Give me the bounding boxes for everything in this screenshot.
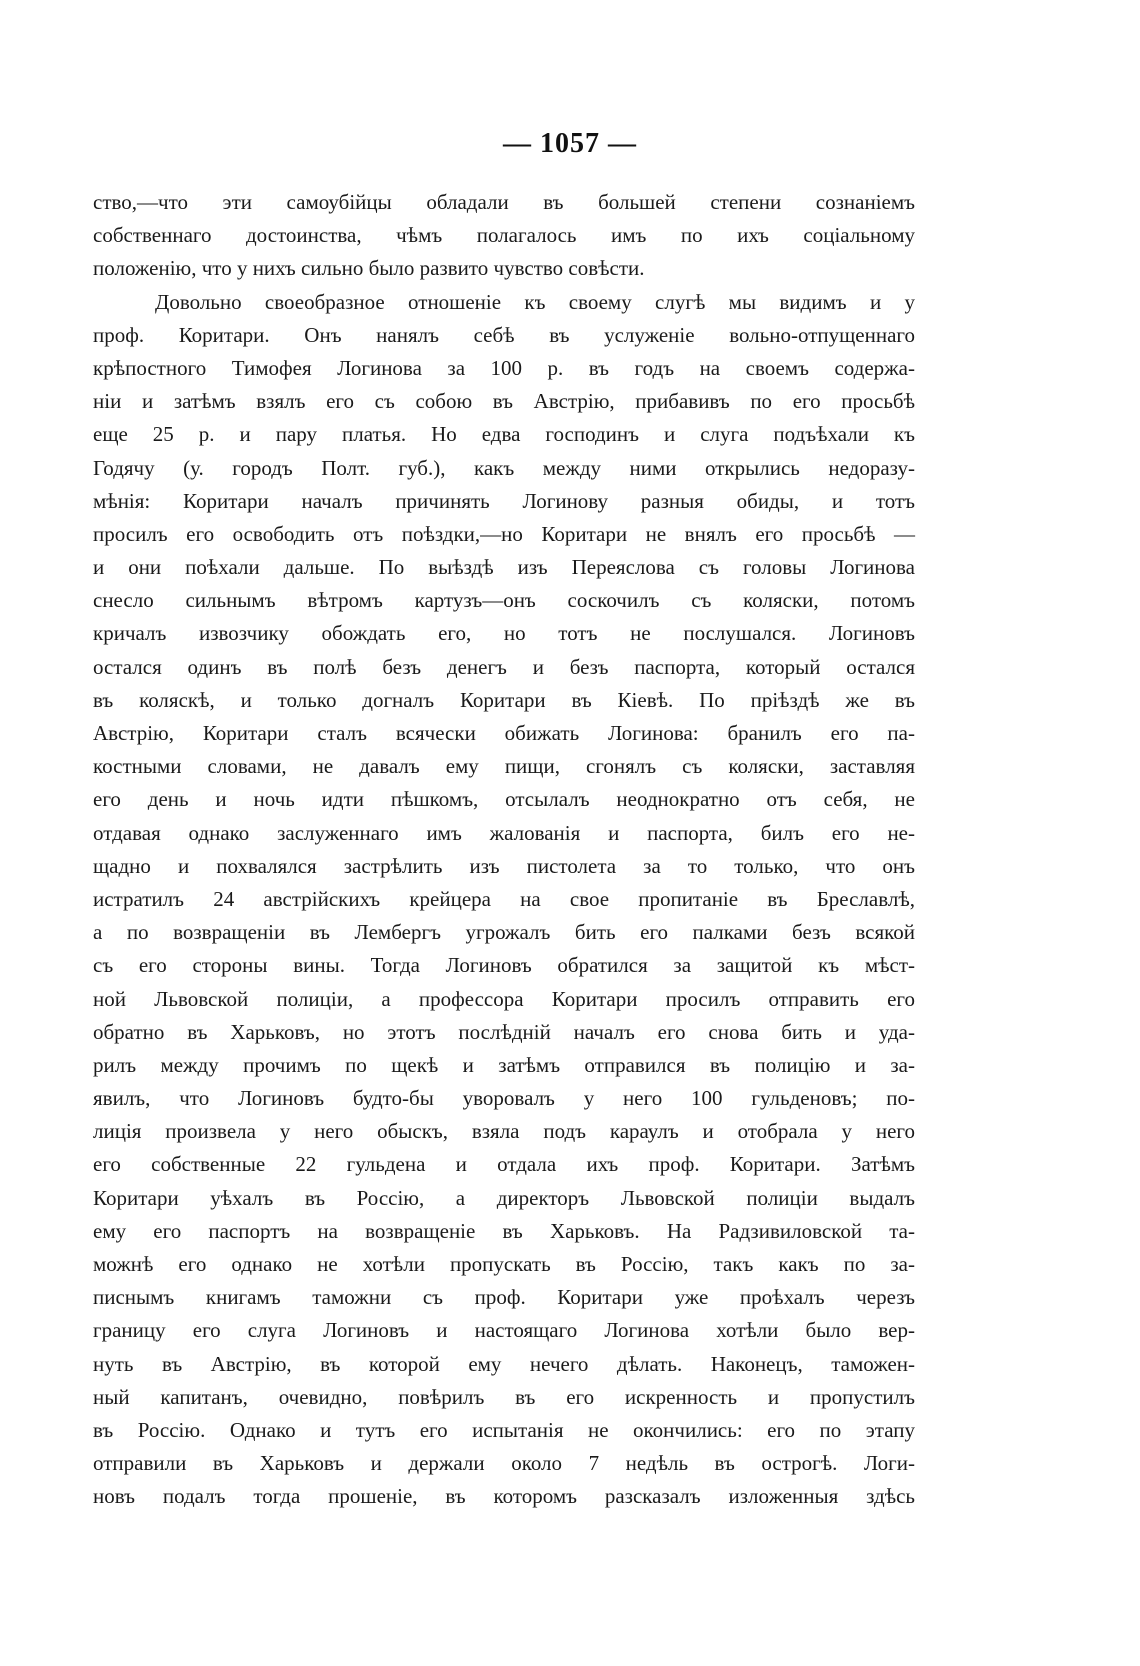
text-line: новъ подалъ тогда прошеніе, въ которомъ разсказалъ изложенныя здѣсь: [93, 1484, 915, 1509]
text-line: истратилъ 24 австрійскихъ крейцера на свое пропитаніе въ Бреславлѣ,: [93, 886, 915, 911]
text-line: можнѣ его однако не хотѣли пропускать въ Россію, такъ какъ по за-: [93, 1252, 915, 1276]
text-line: отдавая однако заслуженнаго имъ жалованія и паспорта, билъ его не-: [93, 820, 915, 845]
text-line: крѣпостного Тимофея Логинова за 100 р. въ годъ на своемъ содержа-: [93, 355, 915, 380]
text-line: писнымъ книгамъ таможни съ проф. Коритари уже проѣхалъ черезъ: [93, 1285, 915, 1310]
text-line: нуть въ Австрію, въ которой ему нечего дѣлать. Наконецъ, таможен-: [93, 1351, 915, 1376]
text-line: ніи и затѣмъ взялъ его съ собою въ Австрію, прибавивъ по его просьбѣ: [93, 389, 915, 414]
body-text: [93, 186, 915, 1514]
text-line: въ Россію. Однако и тутъ его испытанія не окончились: его по этапу: [93, 1417, 915, 1442]
text-line: Коритари уѣхалъ въ Россію, а директоръ Львовской полиціи выдалъ: [93, 1185, 915, 1210]
text-line: явилъ, что Логиновъ будто-бы уворовалъ у него 100 гульденовъ; по-: [93, 1086, 915, 1111]
text-line: костными словами, не давалъ ему пищи, сгонялъ съ коляски, заставляя: [93, 754, 915, 779]
text-line: собственнаго достоинства, чѣмъ полагалось имъ по ихъ соціальному: [93, 223, 915, 248]
text-line: обратно въ Харьковъ, но этотъ послѣдній началъ его снова бить и уда-: [93, 1019, 915, 1044]
text-line: его день и ночь идти пѣшкомъ, отсылалъ неоднократно отъ себя, не: [93, 787, 915, 812]
text-line: Австрію, Коритари сталъ всячески обижать Логинова: бранилъ его па-: [93, 721, 915, 745]
text-line: положенію, что у нихъ сильно было развито чувство совѣсти.: [93, 256, 645, 281]
text-line: мѣнія: Коритари началъ причинять Логинову разныя обиды, и тотъ: [93, 488, 915, 513]
text-line: ный капитанъ, очевидно, повѣрилъ въ его искренность и пропустилъ: [93, 1384, 915, 1409]
text-line: съ его стороны вины. Тогда Логиновъ обратился за защитой къ мѣст-: [93, 953, 915, 978]
text-line: границу его слуга Логиновъ и настоящаго Логинова хотѣли было вер-: [93, 1318, 915, 1343]
text-line: его собственные 22 гульдена и отдала ихъ проф. Коритари. Затѣмъ: [93, 1152, 915, 1177]
text-line: просилъ его освободить отъ поѣздки,—но Коритари не внялъ его просьбѣ —: [93, 521, 915, 546]
text-line: а по возвращеніи въ Лембергъ угрожалъ бить его палками безъ всякой: [93, 920, 915, 945]
text-line: лиція произвела у него обыскъ, взяла подъ караулъ и отобрала у него: [93, 1119, 915, 1144]
text-line: остался одинъ въ полѣ безъ денегъ и безъ паспорта, который остался: [93, 654, 915, 679]
text-line: проф. Коритари. Онъ нанялъ себѣ въ услуженіе вольно-отпущеннаго: [93, 322, 915, 347]
text-line: въ коляскѣ, и только догналъ Коритари въ Кіевѣ. По пріѣздѣ же въ: [93, 687, 915, 712]
text-line: ему его паспортъ на возвращеніе въ Харьковъ. На Радзивиловской та-: [93, 1218, 915, 1243]
page-number: — 1057 —: [503, 128, 637, 159]
text-line: отправили въ Харьковъ и держали около 7 недѣль въ острогѣ. Логи-: [93, 1451, 915, 1476]
text-line: еще 25 р. и пару платья. Но едва господинъ и слуга подъѣхали къ: [93, 422, 915, 447]
text-line: щадно и похвалялся застрѣлить изъ пистолета за то только, что онъ: [93, 853, 915, 878]
paragraph-first-line: Довольно своеобразное отношеніе къ своему слугѣ мы видимъ и у: [155, 289, 915, 314]
text-line: рилъ между прочимъ по щекѣ и затѣмъ отправился въ полицію и за-: [93, 1052, 915, 1077]
text-line: Годячу (у. городъ Полт. губ.), какъ между ними открылись недоразу-: [93, 455, 915, 480]
text-line: снесло сильнымъ вѣтромъ картузъ—онъ соскочилъ съ коляски, потомъ: [93, 588, 915, 613]
text-line: и они поѣхали дальше. По выѣздѣ изъ Переяслова съ головы Логинова: [93, 555, 915, 580]
text-line: ной Львовской полиціи, а профессора Коритари просилъ отправить его: [93, 986, 915, 1011]
text-line: кричалъ извозчику обождать его, но тотъ не послушался. Логиновъ: [93, 621, 915, 646]
text-line: ство,—что эти самоубійцы обладали въ большей степени сознаніемъ: [93, 190, 915, 214]
